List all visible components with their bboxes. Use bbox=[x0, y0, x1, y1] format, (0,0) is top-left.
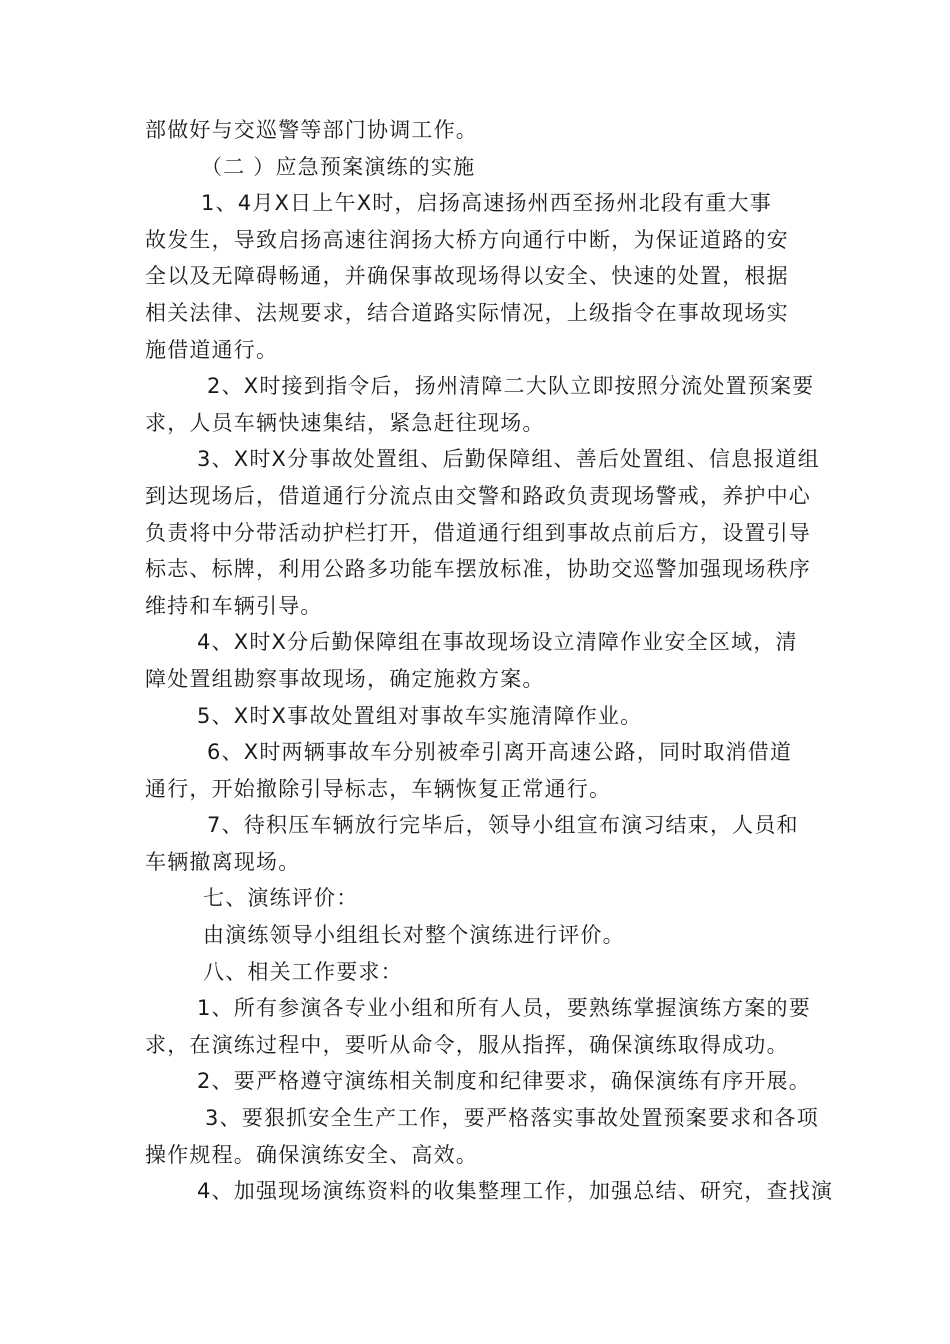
text-line: 障处置组勘察事故现场，确定施救方案。 bbox=[145, 666, 545, 691]
text-line: 5、X时X事故处置组对事故车实施清障作业。 bbox=[197, 703, 643, 728]
text-line: 全以及无障碍畅通，并确保事故现场得以安全、快速的处置，根据 bbox=[145, 264, 789, 289]
text-line: 6、X时两辆事故车分别被牵引离开高速公路，同时取消借道 bbox=[207, 740, 793, 765]
text-line: 施借道通行。 bbox=[145, 337, 279, 362]
text-line: 维持和车辆引导。 bbox=[145, 593, 323, 618]
text-line: 1、所有参演各专业小组和所有人员，要熟练掌握演练方案的要 bbox=[197, 996, 811, 1021]
text-line: 7、待积压车辆放行完毕后，领导小组宣布演习结束，人员和 bbox=[207, 813, 799, 838]
section-heading: 八、相关工作要求： bbox=[203, 959, 403, 984]
text-line: 2、要严格遵守演练相关制度和纪律要求，确保演练有序开展。 bbox=[197, 1069, 811, 1094]
text-line: 通行，开始撤除引导标志，车辆恢复正常通行。 bbox=[145, 776, 612, 801]
text-line: 求，在演练过程中，要听从命令，服从指挥，确保演练取得成功。 bbox=[145, 1032, 789, 1057]
text-line: 车辆撤离现场。 bbox=[145, 849, 301, 874]
text-line: 求，人员车辆快速集结，紧急赶往现场。 bbox=[145, 410, 545, 435]
text-line: 故发生，导致启扬高速往润扬大桥方向通行中断，为保证道路的安 bbox=[145, 227, 789, 252]
text-line: 3、要狠抓安全生产工作，要严格落实事故处置预案要求和各项 bbox=[205, 1106, 819, 1131]
document-body bbox=[145, 112, 834, 1210]
text-line: 部做好与交巡警等部门协调工作。 bbox=[145, 118, 478, 142]
text-line: 1、4月X日上午X时，启扬高速扬州西至扬州北段有重大事 bbox=[201, 191, 772, 216]
text-line: 4、加强现场演练资料的收集整理工作，加强总结、研究，查找演 bbox=[197, 1179, 834, 1204]
text-line: 到达现场后，借道通行分流点由交警和路政负责现场警戒，养护中心 bbox=[145, 483, 811, 508]
text-line: 负责将中分带活动护栏打开，借道通行组到事故点前后方，设置引导 bbox=[145, 520, 811, 545]
text-line: 操作规程。确保演练安全、高效。 bbox=[145, 1142, 478, 1167]
section-heading: （二 ）应急预案演练的实施 bbox=[201, 154, 476, 179]
text-line: 2、X时接到指令后，扬州清障二大队立即按照分流处置预案要 bbox=[207, 374, 815, 399]
section-heading: 七、演练评价： bbox=[203, 886, 359, 911]
text-line: 4、X时X分后勤保障组在事故现场设立清障作业安全区域，清 bbox=[197, 630, 798, 655]
text-line: 标志、标牌，利用公路多功能车摆放标准，协助交巡警加强现场秩序 bbox=[145, 557, 811, 582]
text-line: 由演练领导小组组长对整个演练进行评价。 bbox=[203, 923, 625, 948]
text-line: 相关法律、法规要求，结合道路实际情况，上级指令在事故现场实 bbox=[145, 300, 789, 325]
text-line: 3、X时X分事故处置组、后勤保障组、善后处置组、信息报道组 bbox=[197, 447, 820, 472]
